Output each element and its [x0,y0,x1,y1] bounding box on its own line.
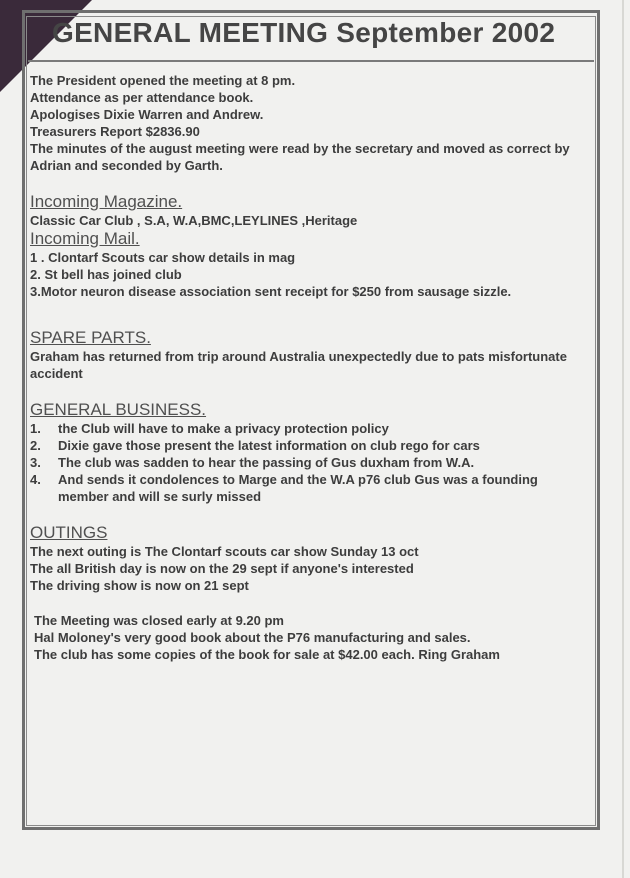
list-item [30,454,592,471]
list-item [30,437,592,454]
section-heading: Incoming Mail. [30,229,140,248]
section-heading: Incoming Magazine. [30,192,183,211]
page-title: GENERAL MEETING September 2002 [52,17,556,48]
item-number: 2. [30,438,41,453]
closing-line: The club has some copies of the book for sale at $42.00 each. Ring Graham [34,647,500,662]
intro-line: The President opened the meeting at 8 pm. [30,73,296,88]
outing-item: The driving show is now on 21 sept [30,578,249,593]
mail-item: 2. St bell has joined club [30,267,182,282]
spare-parts-text: Graham has returned from trip around Australia unexpectedly due to pats misfortunate accident [30,349,567,381]
outing-item: The next outing is The Clontarf scouts car show Sunday 13 oct [30,544,419,559]
mail-item: 1 . Clontarf Scouts car show details in mag [30,250,296,265]
outings-section [30,523,592,594]
intro-line: Apologises Dixie Warren and Andrew. [30,107,264,122]
list-item [30,420,592,437]
item-text: The club was sadden to hear the passing of Gus duxham from W.A. [58,455,475,470]
outing-item: The all British day is now on the 29 sept if anyone's interested [30,561,414,576]
closing-line: The Meeting was closed early at 9.20 pm [34,613,284,628]
item-text: And sends it condolences to Marge and the W.A p76 club Gus was a founding member and will se surly missed [58,472,538,504]
item-text: the Club will have to make a privacy protection policy [58,421,389,436]
intro-line: Treasurers Report $2836.90 [30,124,200,139]
incoming-mail-section [30,229,592,300]
item-number: 4. [30,472,41,487]
intro-line: Attendance as per attendance book. [30,90,254,105]
item-text: Dixie gave those present the latest information on club rego for cars [58,438,480,453]
section-heading: OUTINGS [30,523,108,542]
spare-parts-section [30,328,592,382]
item-number: 3. [30,455,41,470]
closing-section [30,612,592,663]
section-heading: SPARE PARTS. [30,328,151,347]
minutes-body [30,72,592,663]
page-edge [622,0,624,878]
title-divider [28,60,594,62]
business-list [30,420,592,505]
mail-item: 3.Motor neuron disease association sent receipt for $250 from sausage sizzle. [30,284,512,299]
general-business-section [30,400,592,505]
intro-line: The minutes of the august meeting were read by the secretary and moved as correct by Adrian and seconded by Garth. [30,141,570,173]
section-heading: GENERAL BUSINESS. [30,400,207,419]
intro-section [30,72,592,174]
closing-line: Hal Moloney's very good book about the P76 manufacturing and sales. [34,630,471,645]
magazine-list: Classic Car Club , S.A, W.A,BMC,LEYLINES ,Heritage [30,213,358,228]
list-item [30,471,592,505]
item-number: 1. [30,421,41,436]
incoming-magazine-section [30,192,592,229]
